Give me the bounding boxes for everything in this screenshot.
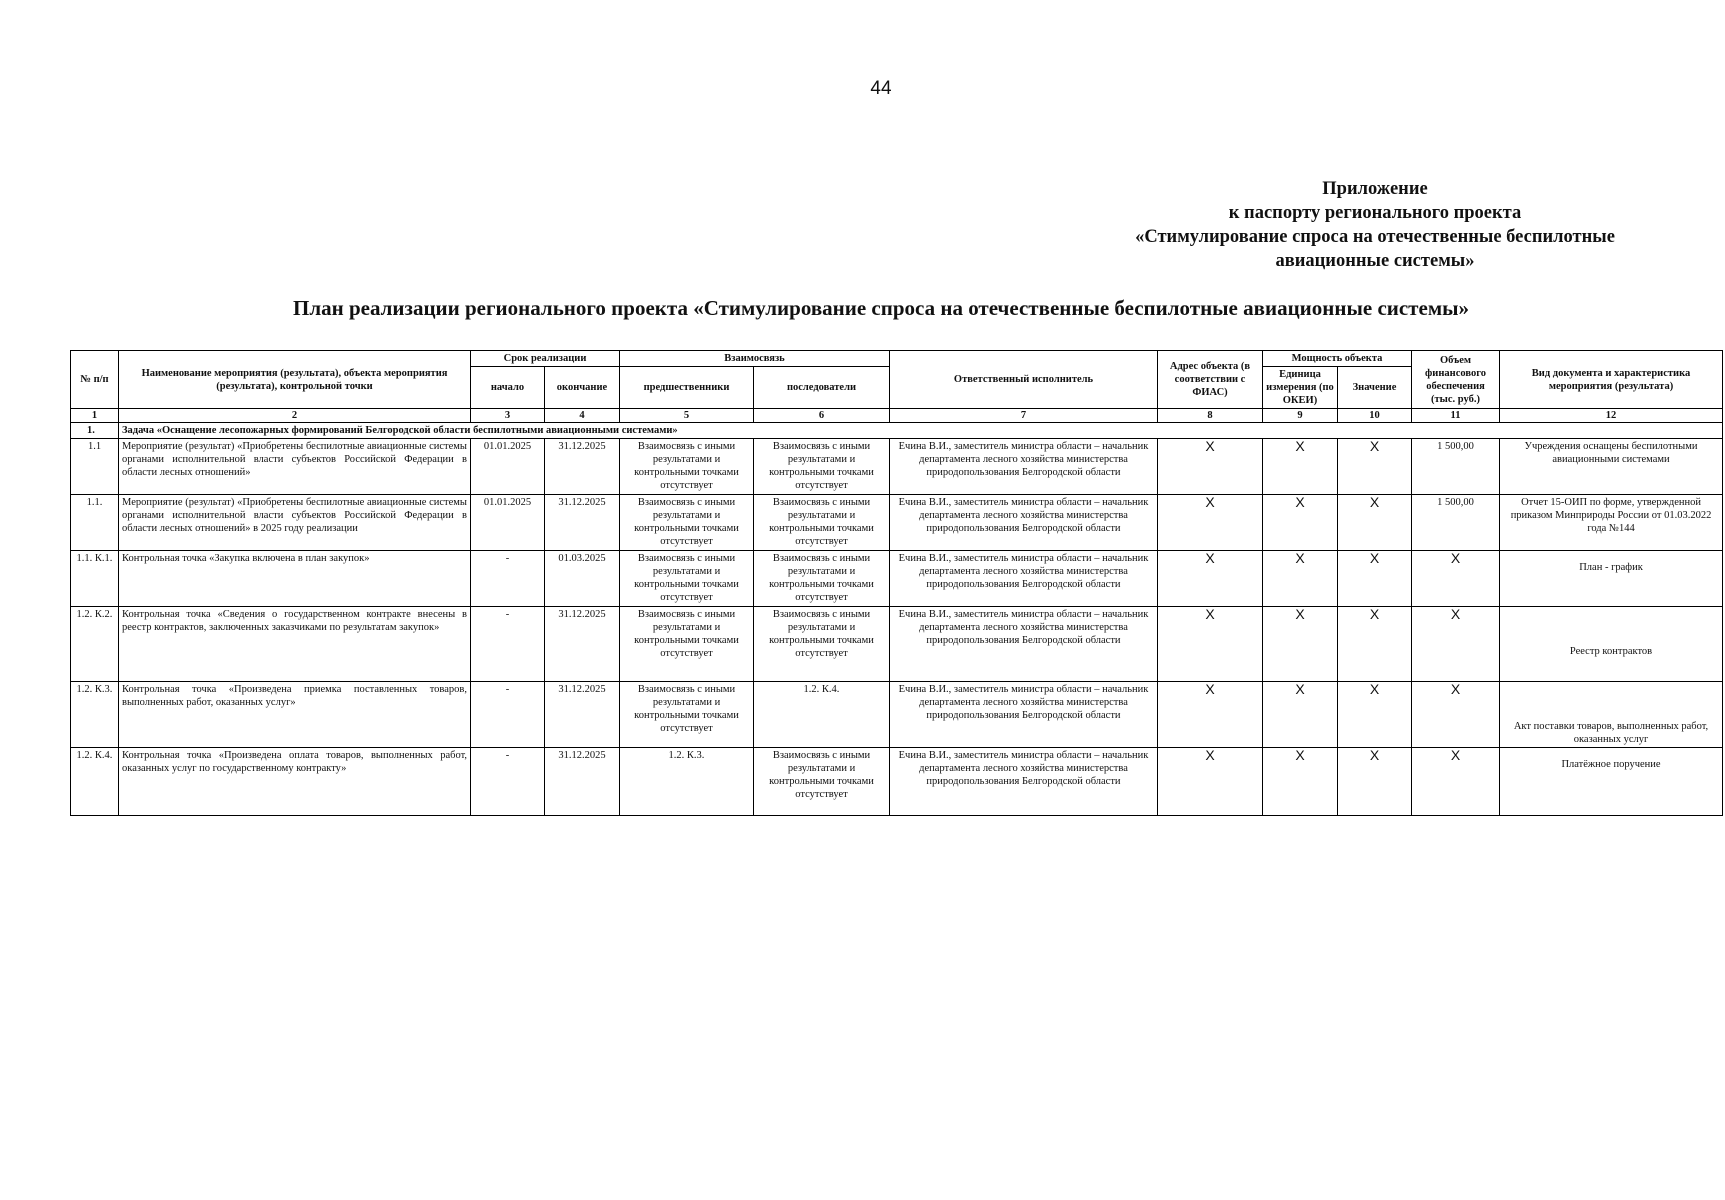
row-end-date: 31.12.2025 bbox=[545, 748, 620, 816]
row-predecessors: Взаимосвязь с иными результатами и контрольными точками отсутствует bbox=[620, 439, 754, 495]
column-number: 7 bbox=[890, 409, 1158, 423]
header-finance: Объем финансового обеспечения (тыс. руб.) bbox=[1412, 351, 1500, 409]
row-address: X bbox=[1158, 607, 1263, 682]
column-number: 12 bbox=[1500, 409, 1723, 423]
plan-table bbox=[70, 350, 1723, 816]
plan-rows bbox=[71, 439, 1723, 816]
column-number: 5 bbox=[620, 409, 754, 423]
row-responsible: Ечина В.И., заместитель министра области – начальник департамента лесного хозяйства министерства природопользования Белгородской области bbox=[890, 551, 1158, 607]
appendix-line-1: Приложение bbox=[1322, 179, 1428, 199]
row-end-date: 31.12.2025 bbox=[545, 607, 620, 682]
row-address: X bbox=[1158, 682, 1263, 748]
task-row bbox=[71, 423, 1723, 439]
row-document: Реестр контрактов bbox=[1500, 607, 1723, 682]
row-value: X bbox=[1338, 748, 1412, 816]
row-document: Отчет 15-ОИП по форме, утвержденной приказом Минприроды России от 01.03.2022 года №144 bbox=[1500, 495, 1723, 551]
row-start-date: - bbox=[471, 551, 545, 607]
header-predecessors: предшественники bbox=[620, 367, 754, 409]
row-start-date: - bbox=[471, 682, 545, 748]
row-address: X bbox=[1158, 551, 1263, 607]
row-start-date: 01.01.2025 bbox=[471, 495, 545, 551]
row-predecessors: Взаимосвязь с иными результатами и контрольными точками отсутствует bbox=[620, 551, 754, 607]
page-number: 44 bbox=[870, 78, 892, 99]
header-link: Взаимосвязь bbox=[620, 351, 890, 367]
header-capacity: Мощность объекта bbox=[1263, 351, 1412, 367]
appendix-line-2: к паспорту регионального проекта bbox=[1228, 203, 1522, 223]
header-unit: Единица измерения (по ОКЕИ) bbox=[1263, 367, 1338, 409]
table-row bbox=[71, 748, 1723, 816]
row-finance: X bbox=[1412, 551, 1500, 607]
row-successors: Взаимосвязь с иными результатами и контрольными точками отсутствует bbox=[754, 551, 890, 607]
header-end: окончание bbox=[545, 367, 620, 409]
header-address: Адрес объекта (в соответствии с ФИАС) bbox=[1158, 351, 1263, 409]
table-header bbox=[71, 351, 1723, 409]
column-number: 3 bbox=[471, 409, 545, 423]
row-name: Мероприятие (результат) «Приобретены беспилотные авиационные системы органами исполнительной власти субъектов Российской Федерации в области лесных отношений» bbox=[119, 439, 471, 495]
row-finance: X bbox=[1412, 748, 1500, 816]
row-number: 1.2. К.4. bbox=[71, 748, 119, 816]
appendix-line-4: авиационные системы» bbox=[1275, 251, 1475, 271]
appendix-heading bbox=[1085, 177, 1665, 273]
task-text: Задача «Оснащение лесопожарных формирований Белгородской области беспилотными авиационными системами» bbox=[119, 423, 1723, 439]
row-successors: 1.2. К.4. bbox=[754, 682, 890, 748]
row-successors: Взаимосвязь с иными результатами и контрольными точками отсутствует bbox=[754, 495, 890, 551]
row-start-date: - bbox=[471, 607, 545, 682]
column-number: 11 bbox=[1412, 409, 1500, 423]
row-unit: X bbox=[1263, 607, 1338, 682]
row-successors: Взаимосвязь с иными результатами и контрольными точками отсутствует bbox=[754, 439, 890, 495]
column-number-row bbox=[71, 409, 1723, 423]
row-value: X bbox=[1338, 495, 1412, 551]
column-number: 2 bbox=[119, 409, 471, 423]
table-row bbox=[71, 682, 1723, 748]
row-document: Акт поставки товаров, выполненных работ, оказанных услуг bbox=[1500, 682, 1723, 748]
column-number: 8 bbox=[1158, 409, 1263, 423]
row-value: X bbox=[1338, 607, 1412, 682]
header-document: Вид документа и характеристика мероприятия (результата) bbox=[1500, 351, 1723, 409]
row-unit: X bbox=[1263, 551, 1338, 607]
table-row bbox=[71, 551, 1723, 607]
header-successors: последователи bbox=[754, 367, 890, 409]
row-end-date: 31.12.2025 bbox=[545, 495, 620, 551]
header-responsible: Ответственный исполнитель bbox=[890, 351, 1158, 409]
row-responsible: Ечина В.И., заместитель министра области – начальник департамента лесного хозяйства министерства природопользования Белгородской области bbox=[890, 439, 1158, 495]
row-address: X bbox=[1158, 439, 1263, 495]
plan-title: План реализации регионального проекта «Стимулирование спроса на отечественные беспилотные авиационные системы» bbox=[292, 296, 1470, 320]
task-number: 1. bbox=[71, 423, 119, 439]
table-row bbox=[71, 607, 1723, 682]
row-unit: X bbox=[1263, 495, 1338, 551]
row-value: X bbox=[1338, 682, 1412, 748]
row-document: Платёжное поручение bbox=[1500, 748, 1723, 816]
table-row bbox=[71, 495, 1723, 551]
header-name: Наименование мероприятия (результата), объекта мероприятия (результата), контрольной точки bbox=[119, 351, 471, 409]
row-unit: X bbox=[1263, 682, 1338, 748]
row-predecessors: Взаимосвязь с иными результатами и контрольными точками отсутствует bbox=[620, 607, 754, 682]
row-responsible: Ечина В.И., заместитель министра области – начальник департамента лесного хозяйства министерства природопользования Белгородской области bbox=[890, 607, 1158, 682]
row-name: Контрольная точка «Сведения о государственном контракте внесены в реестр контрактов, заключенных заказчиками по результатам закупок» bbox=[119, 607, 471, 682]
header-value: Значение bbox=[1338, 367, 1412, 409]
appendix-line-3: «Стимулирование спроса на отечественные беспилотные bbox=[1135, 227, 1615, 247]
row-address: X bbox=[1158, 748, 1263, 816]
row-unit: X bbox=[1263, 439, 1338, 495]
row-finance: X bbox=[1412, 607, 1500, 682]
header-no: № п/п bbox=[71, 351, 119, 409]
row-predecessors: 1.2. К.3. bbox=[620, 748, 754, 816]
row-finance: 1 500,00 bbox=[1412, 495, 1500, 551]
header-start: начало bbox=[471, 367, 545, 409]
row-document: Учреждения оснащены беспилотными авиационными системами bbox=[1500, 439, 1723, 495]
row-finance: 1 500,00 bbox=[1412, 439, 1500, 495]
row-predecessors: Взаимосвязь с иными результатами и контрольными точками отсутствует bbox=[620, 495, 754, 551]
row-unit: X bbox=[1263, 748, 1338, 816]
row-number: 1.1 bbox=[71, 439, 119, 495]
row-name: Контрольная точка «Закупка включена в план закупок» bbox=[119, 551, 471, 607]
row-predecessors: Взаимосвязь с иными результатами и контрольными точками отсутствует bbox=[620, 682, 754, 748]
row-name: Мероприятие (результат) «Приобретены беспилотные авиационные системы органами исполнительной власти субъектов Российской Федерации в области лесных отношений» в 2025 году реализации bbox=[119, 495, 471, 551]
column-number: 4 bbox=[545, 409, 620, 423]
row-number: 1.1. К.1. bbox=[71, 551, 119, 607]
row-document: План - график bbox=[1500, 551, 1723, 607]
row-name: Контрольная точка «Произведена приемка поставленных товаров, выполненных работ, оказанных услуг» bbox=[119, 682, 471, 748]
row-start-date: 01.01.2025 bbox=[471, 439, 545, 495]
row-value: X bbox=[1338, 439, 1412, 495]
row-number: 1.2. К.3. bbox=[71, 682, 119, 748]
row-successors: Взаимосвязь с иными результатами и контрольными точками отсутствует bbox=[754, 748, 890, 816]
column-number: 10 bbox=[1338, 409, 1412, 423]
row-name: Контрольная точка «Произведена оплата товаров, выполненных работ, оказанных услуг по государственному контракту» bbox=[119, 748, 471, 816]
row-successors: Взаимосвязь с иными результатами и контрольными точками отсутствует bbox=[754, 607, 890, 682]
table-row bbox=[71, 439, 1723, 495]
header-term: Срок реализации bbox=[471, 351, 620, 367]
row-number: 1.1. bbox=[71, 495, 119, 551]
row-end-date: 31.12.2025 bbox=[545, 682, 620, 748]
row-responsible: Ечина В.И., заместитель министра области – начальник департамента лесного хозяйства министерства природопользования Белгородской области bbox=[890, 495, 1158, 551]
row-responsible: Ечина В.И., заместитель министра области – начальник департамента лесного хозяйства министерства природопользования Белгородской области bbox=[890, 748, 1158, 816]
row-value: X bbox=[1338, 551, 1412, 607]
row-number: 1.2. К.2. bbox=[71, 607, 119, 682]
row-end-date: 01.03.2025 bbox=[545, 551, 620, 607]
column-number: 6 bbox=[754, 409, 890, 423]
column-number: 1 bbox=[71, 409, 119, 423]
row-address: X bbox=[1158, 495, 1263, 551]
row-finance: X bbox=[1412, 682, 1500, 748]
column-number: 9 bbox=[1263, 409, 1338, 423]
row-end-date: 31.12.2025 bbox=[545, 439, 620, 495]
row-start-date: - bbox=[471, 748, 545, 816]
row-responsible: Ечина В.И., заместитель министра области – начальник департамента лесного хозяйства министерства природопользования Белгородской области bbox=[890, 682, 1158, 748]
